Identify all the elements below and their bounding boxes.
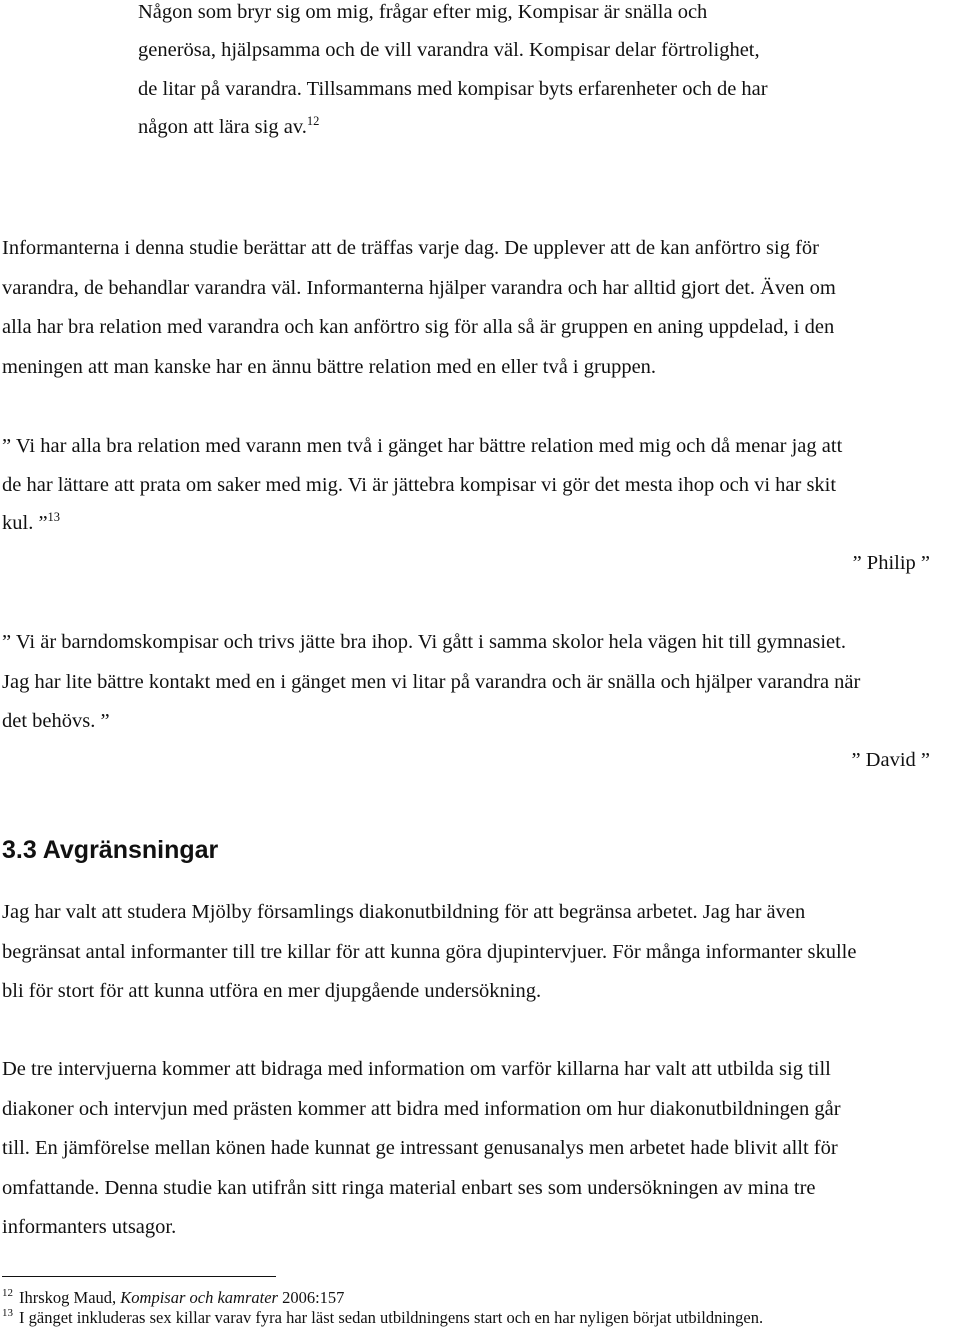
para1-line-3: alla har bra relation med varandra och kan anförtro sig för alla så är gruppen en aning uppdelad, i den	[2, 316, 835, 338]
section-heading: 3.3 Avgränsningar	[2, 836, 219, 864]
signature-philip: ” Philip ”	[852, 552, 930, 574]
quote-block-line-3: de litar på varandra. Tillsammans med kompisar byts erfarenheter och de har	[138, 78, 768, 100]
quote-block-line-4: någon att lära sig av.$^{12}$	[138, 114, 320, 138]
footnote-13: $^{13}$ I gänget inkluderas sex killar varav fyra har läst sedan utbildningens start och en har nyligen börjat utbildningen.	[2, 1307, 764, 1327]
para1-line-2: varandra, de behandlar varandra väl. Informanterna hjälper varandra och har alltid gjort det. Även om	[2, 277, 836, 299]
quote-philip-line-2: de har lättare att prata om saker med mig. Vi är jättebra kompisar vi gör det mesta ihop och vi har skit	[2, 474, 837, 496]
para3-line-5: informanters utsagor.	[2, 1216, 177, 1238]
para3-line-2: diakoner och intervjun med prästen kommer att bidra med information om hur diakonutbildningen går	[2, 1098, 841, 1120]
quote-david-line-2: Jag har lite bättre kontakt med en i gänget men vi litar på varandra och är snälla och hjälper varandra när	[2, 671, 861, 693]
footnote-book-title: Kompisar och kamrater	[120, 1288, 278, 1307]
para2-line-2: begränsat antal informanter till tre killar för att kunna göra djupintervjuer. För många informanter skulle	[2, 941, 857, 963]
quote-block-line-2: generösa, hjälpsamma och de vill varandra väl. Kompisar delar förtrolighet,	[138, 39, 760, 61]
para1-line-4: meningen att man kanske har en ännu bättre relation med en eller två i gruppen.	[2, 356, 657, 378]
quote-david-line-1: ” Vi är barndomskompisar och trivs jätte bra ihop. Vi gått i samma skolor hela vägen hit till gymnasiet.	[2, 631, 846, 653]
footnote-separator	[2, 1276, 276, 1277]
signature-david: ” David ”	[851, 749, 930, 771]
para3-line-4: omfattande. Denna studie kan utifrån sitt ringa material enbart ses som undersökningen av mina tre	[2, 1177, 816, 1199]
footnote-12: $^{12}$ Ihrskog Maud, Kompisar och kamrater 2006:157	[2, 1287, 345, 1307]
footnote-ref-13: 13	[47, 510, 61, 524]
para2-line-3: bli för stort för att kunna utföra en mer djupgående undersökning.	[2, 980, 542, 1002]
quote-block-line-1: Någon som bryr sig om mig, frågar efter mig, Kompisar är snälla och	[138, 1, 708, 23]
quote-philip-line-3: kul. ”$^{13}$	[2, 510, 61, 534]
para2-line-1: Jag har valt att studera Mjölby församlings diakonutbildning för att begränsa arbetet. Jag har även	[2, 901, 806, 923]
para1-line-1: Informanterna i denna studie berättar att de träffas varje dag. De upplever att de kan anförtro sig för	[2, 237, 819, 259]
para3-line-1: De tre intervjuerna kommer att bidraga med information om varför killarna har valt att utbilda sig till	[2, 1058, 831, 1080]
quote-philip-line-1: ” Vi har alla bra relation med varann men två i gänget har bättre relation med mig och då menar jag att	[2, 435, 843, 457]
quote-david-line-3: det behövs. ”	[2, 710, 110, 732]
para3-line-3: till. En jämförelse mellan könen hade kunnat ge intressant genusanalys men arbetet hade blivit allt för	[2, 1137, 838, 1159]
footnote-ref-12: 12	[306, 114, 320, 128]
